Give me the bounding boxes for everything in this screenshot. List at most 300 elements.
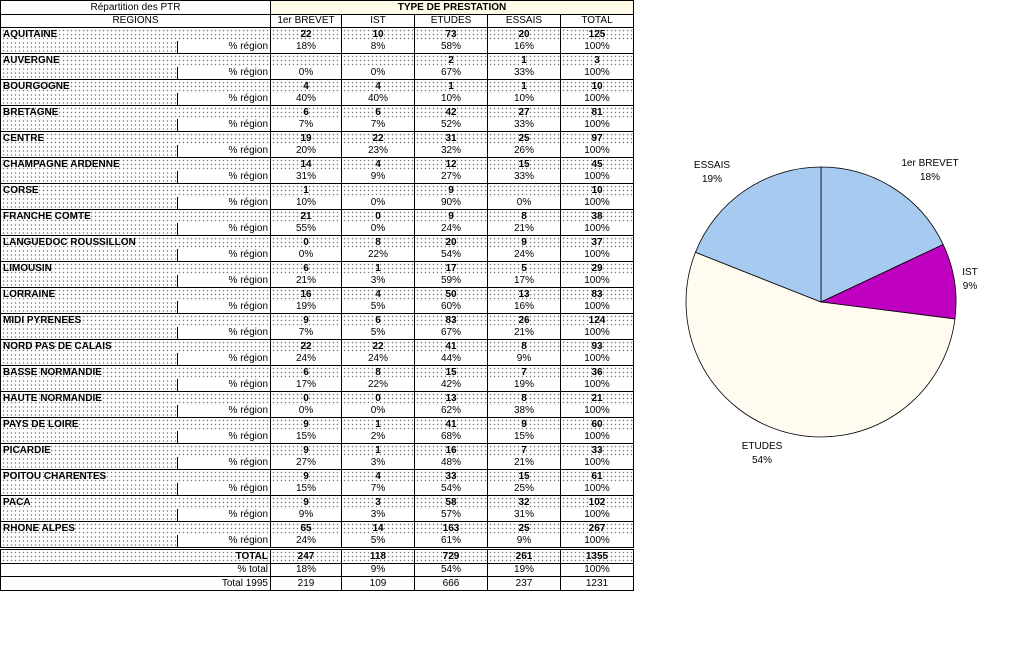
spacer-cell bbox=[1, 223, 178, 236]
region-value: 8 bbox=[488, 340, 561, 353]
region-value: 0 bbox=[342, 210, 415, 223]
region-pct: 5% bbox=[342, 301, 415, 314]
region-row bbox=[1, 236, 634, 249]
region-pct: 52% bbox=[415, 119, 488, 132]
pct-label: % région bbox=[178, 483, 271, 496]
region-value: 37 bbox=[561, 236, 634, 249]
region-pct: 19% bbox=[271, 301, 342, 314]
region-value: 5 bbox=[488, 262, 561, 275]
region-value: 1 bbox=[342, 444, 415, 457]
region-pct: 10% bbox=[415, 93, 488, 106]
spacer-cell bbox=[1, 483, 178, 496]
region-pct: 100% bbox=[561, 93, 634, 106]
pct-label: % région bbox=[178, 223, 271, 236]
region-pct: 44% bbox=[415, 353, 488, 366]
region-value: 41 bbox=[415, 340, 488, 353]
region-name: LIMOUSIN bbox=[1, 262, 271, 275]
pct-label: % région bbox=[178, 145, 271, 158]
region-pct: 24% bbox=[271, 353, 342, 366]
region-pct: 55% bbox=[271, 223, 342, 236]
region-pct: 17% bbox=[271, 379, 342, 392]
region-value: 8 bbox=[488, 210, 561, 223]
region-pct: 0% bbox=[488, 197, 561, 210]
region-pct: 0% bbox=[342, 405, 415, 418]
spacer-cell bbox=[1, 535, 178, 549]
pct-label: % région bbox=[178, 249, 271, 262]
pct-total-label: % total bbox=[1, 563, 271, 577]
pct-label: % région bbox=[178, 327, 271, 340]
region-pct: 33% bbox=[488, 67, 561, 80]
region-name: HAUTE NORMANDIE bbox=[1, 392, 271, 405]
region-pct-row bbox=[1, 483, 634, 496]
region-pct: 5% bbox=[342, 535, 415, 549]
region-name: LANGUEDOC ROUSSILLON bbox=[1, 236, 271, 249]
column-header: IST bbox=[342, 14, 415, 28]
region-value: 31 bbox=[415, 132, 488, 145]
region-name: CENTRE bbox=[1, 132, 271, 145]
region-value: 4 bbox=[271, 80, 342, 93]
region-pct: 100% bbox=[561, 457, 634, 470]
slice-label: 1er BREVET bbox=[901, 158, 959, 169]
region-value: 16 bbox=[271, 288, 342, 301]
region-value: 4 bbox=[342, 158, 415, 171]
region-name: BRETAGNE bbox=[1, 106, 271, 119]
region-value: 0 bbox=[271, 392, 342, 405]
slice-label: IST bbox=[962, 267, 978, 278]
region-pct: 17% bbox=[488, 275, 561, 288]
pie-chart bbox=[640, 140, 1000, 480]
region-pct: 22% bbox=[342, 249, 415, 262]
region-pct: 23% bbox=[342, 145, 415, 158]
region-value: 6 bbox=[271, 366, 342, 379]
region-pct: 100% bbox=[561, 67, 634, 80]
region-value: 20 bbox=[488, 28, 561, 41]
region-value: 81 bbox=[561, 106, 634, 119]
region-pct: 10% bbox=[488, 93, 561, 106]
region-pct: 100% bbox=[561, 353, 634, 366]
region-pct: 0% bbox=[342, 67, 415, 80]
pct-label: % région bbox=[178, 301, 271, 314]
region-row bbox=[1, 340, 634, 353]
region-value: 27 bbox=[488, 106, 561, 119]
region-pct: 100% bbox=[561, 197, 634, 210]
region-value: 65 bbox=[271, 522, 342, 535]
region-value: 17 bbox=[415, 262, 488, 275]
region-value: 1 bbox=[415, 80, 488, 93]
region-value: 32 bbox=[488, 496, 561, 509]
spacer-cell bbox=[1, 41, 178, 54]
region-pct: 40% bbox=[342, 93, 415, 106]
region-name: CHAMPAGNE ARDENNE bbox=[1, 158, 271, 171]
region-pct-row bbox=[1, 431, 634, 444]
spacer-cell bbox=[1, 249, 178, 262]
region-pct-row bbox=[1, 41, 634, 54]
region-pct: 7% bbox=[271, 119, 342, 132]
total-1995-value: 219 bbox=[271, 577, 342, 591]
region-pct: 33% bbox=[488, 171, 561, 184]
region-pct: 24% bbox=[488, 249, 561, 262]
total-1995-value: 666 bbox=[415, 577, 488, 591]
region-name: AUVERGNE bbox=[1, 54, 271, 67]
region-value: 22 bbox=[271, 28, 342, 41]
region-row bbox=[1, 210, 634, 223]
pct-label: % région bbox=[178, 119, 271, 132]
spacer-cell bbox=[1, 171, 178, 184]
region-value: 1 bbox=[342, 262, 415, 275]
region-pct: 48% bbox=[415, 457, 488, 470]
region-row bbox=[1, 418, 634, 431]
region-value: 25 bbox=[488, 132, 561, 145]
region-pct: 0% bbox=[342, 223, 415, 236]
region-pct-row bbox=[1, 223, 634, 236]
region-value bbox=[488, 184, 561, 197]
region-value: 6 bbox=[342, 106, 415, 119]
region-pct-row bbox=[1, 457, 634, 470]
region-pct: 100% bbox=[561, 119, 634, 132]
region-pct-row bbox=[1, 327, 634, 340]
region-pct: 2% bbox=[342, 431, 415, 444]
region-value: 9 bbox=[488, 418, 561, 431]
region-pct-row bbox=[1, 509, 634, 522]
region-row bbox=[1, 262, 634, 275]
region-pct: 16% bbox=[488, 41, 561, 54]
region-pct: 67% bbox=[415, 327, 488, 340]
region-row bbox=[1, 496, 634, 509]
region-value: 36 bbox=[561, 366, 634, 379]
spacer-cell bbox=[1, 275, 178, 288]
region-value: 2 bbox=[415, 54, 488, 67]
region-value: 60 bbox=[561, 418, 634, 431]
region-value: 1 bbox=[488, 80, 561, 93]
region-name: FRANCHE COMTE bbox=[1, 210, 271, 223]
region-value: 6 bbox=[342, 314, 415, 327]
region-value: 83 bbox=[561, 288, 634, 301]
region-pct: 32% bbox=[415, 145, 488, 158]
region-value: 10 bbox=[561, 80, 634, 93]
region-pct: 27% bbox=[271, 457, 342, 470]
region-value: 58 bbox=[415, 496, 488, 509]
region-value: 45 bbox=[561, 158, 634, 171]
region-pct: 16% bbox=[488, 301, 561, 314]
region-value: 4 bbox=[342, 288, 415, 301]
column-header: 1er BREVET bbox=[271, 14, 342, 28]
pct-total-value: 19% bbox=[488, 563, 561, 577]
region-value: 8 bbox=[342, 236, 415, 249]
region-pct: 38% bbox=[488, 405, 561, 418]
region-value: 33 bbox=[561, 444, 634, 457]
region-value: 9 bbox=[488, 236, 561, 249]
region-value: 26 bbox=[488, 314, 561, 327]
regions-header: REGIONS bbox=[1, 14, 271, 28]
region-name: NORD PAS DE CALAIS bbox=[1, 340, 271, 353]
pct-label: % région bbox=[178, 171, 271, 184]
region-row bbox=[1, 522, 634, 535]
region-value: 1 bbox=[271, 184, 342, 197]
total-1995-label: Total 1995 bbox=[1, 577, 271, 591]
pct-label: % région bbox=[178, 535, 271, 549]
total-value: 261 bbox=[488, 549, 561, 564]
spacer-cell bbox=[1, 509, 178, 522]
total-1995-value: 237 bbox=[488, 577, 561, 591]
total-row bbox=[1, 549, 634, 564]
region-pct: 31% bbox=[271, 171, 342, 184]
region-value: 3 bbox=[561, 54, 634, 67]
region-row bbox=[1, 28, 634, 41]
region-value: 21 bbox=[561, 392, 634, 405]
pct-label: % région bbox=[178, 197, 271, 210]
region-pct: 21% bbox=[271, 275, 342, 288]
region-pct: 9% bbox=[342, 171, 415, 184]
region-pct-row bbox=[1, 353, 634, 366]
total-1995-value: 109 bbox=[342, 577, 415, 591]
region-pct: 62% bbox=[415, 405, 488, 418]
region-pct: 42% bbox=[415, 379, 488, 392]
slice-percent-label: 19% bbox=[701, 174, 723, 185]
region-pct: 100% bbox=[561, 379, 634, 392]
region-value: 41 bbox=[415, 418, 488, 431]
region-value: 42 bbox=[415, 106, 488, 119]
total-value: 1355 bbox=[561, 549, 634, 564]
total-value: 247 bbox=[271, 549, 342, 564]
region-value: 1 bbox=[342, 418, 415, 431]
region-pct: 40% bbox=[271, 93, 342, 106]
region-value: 9 bbox=[415, 210, 488, 223]
region-pct: 59% bbox=[415, 275, 488, 288]
region-name: LORRAINE bbox=[1, 288, 271, 301]
region-pct: 25% bbox=[488, 483, 561, 496]
region-row bbox=[1, 158, 634, 171]
total-value: 729 bbox=[415, 549, 488, 564]
pct-total-row bbox=[1, 563, 634, 577]
region-value bbox=[342, 184, 415, 197]
region-pct: 0% bbox=[342, 197, 415, 210]
region-value: 83 bbox=[415, 314, 488, 327]
region-pct: 20% bbox=[271, 145, 342, 158]
region-pct-row bbox=[1, 197, 634, 210]
region-pct-row bbox=[1, 301, 634, 314]
pct-label: % région bbox=[178, 405, 271, 418]
region-value: 9 bbox=[271, 496, 342, 509]
region-pct-row bbox=[1, 119, 634, 132]
region-value: 102 bbox=[561, 496, 634, 509]
region-name: MIDI PYRENEES bbox=[1, 314, 271, 327]
region-pct: 9% bbox=[271, 509, 342, 522]
region-pct: 24% bbox=[415, 223, 488, 236]
region-name: RHONE ALPES bbox=[1, 522, 271, 535]
region-value: 97 bbox=[561, 132, 634, 145]
region-pct: 100% bbox=[561, 223, 634, 236]
region-pct: 54% bbox=[415, 483, 488, 496]
region-value: 33 bbox=[415, 470, 488, 483]
spacer-cell bbox=[1, 301, 178, 314]
region-value: 125 bbox=[561, 28, 634, 41]
region-value: 4 bbox=[342, 80, 415, 93]
region-value: 0 bbox=[342, 392, 415, 405]
pct-label: % région bbox=[178, 93, 271, 106]
region-value: 10 bbox=[561, 184, 634, 197]
region-pct: 100% bbox=[561, 327, 634, 340]
region-pct: 3% bbox=[342, 509, 415, 522]
region-pct: 24% bbox=[271, 535, 342, 549]
region-value: 25 bbox=[488, 522, 561, 535]
region-pct: 100% bbox=[561, 249, 634, 262]
region-value: 13 bbox=[415, 392, 488, 405]
region-pct: 8% bbox=[342, 41, 415, 54]
header-row-2 bbox=[1, 14, 634, 28]
region-value: 12 bbox=[415, 158, 488, 171]
region-row bbox=[1, 184, 634, 197]
region-row bbox=[1, 106, 634, 119]
region-pct: 0% bbox=[271, 67, 342, 80]
region-pct: 18% bbox=[271, 41, 342, 54]
region-value: 1 bbox=[488, 54, 561, 67]
region-pct: 19% bbox=[488, 379, 561, 392]
region-value: 38 bbox=[561, 210, 634, 223]
region-value: 9 bbox=[271, 314, 342, 327]
total-1995-row bbox=[1, 577, 634, 591]
spacer-cell bbox=[1, 327, 178, 340]
pct-label: % région bbox=[178, 275, 271, 288]
region-value: 7 bbox=[488, 366, 561, 379]
region-value: 50 bbox=[415, 288, 488, 301]
region-pct: 33% bbox=[488, 119, 561, 132]
region-pct: 68% bbox=[415, 431, 488, 444]
region-value bbox=[271, 54, 342, 67]
region-value: 73 bbox=[415, 28, 488, 41]
region-row bbox=[1, 392, 634, 405]
region-pct: 100% bbox=[561, 483, 634, 496]
region-value: 22 bbox=[342, 132, 415, 145]
region-pct: 15% bbox=[271, 483, 342, 496]
column-header: ETUDES bbox=[415, 14, 488, 28]
region-value: 15 bbox=[488, 158, 561, 171]
region-value: 3 bbox=[342, 496, 415, 509]
region-pct: 21% bbox=[488, 223, 561, 236]
region-pct: 90% bbox=[415, 197, 488, 210]
spacer-cell bbox=[1, 93, 178, 106]
region-pct: 31% bbox=[488, 509, 561, 522]
pct-label: % région bbox=[178, 431, 271, 444]
region-pct: 3% bbox=[342, 275, 415, 288]
region-row bbox=[1, 132, 634, 145]
pct-label: % région bbox=[178, 41, 271, 54]
region-value: 61 bbox=[561, 470, 634, 483]
region-value: 163 bbox=[415, 522, 488, 535]
region-value: 22 bbox=[342, 340, 415, 353]
region-value: 14 bbox=[342, 522, 415, 535]
region-value: 0 bbox=[271, 236, 342, 249]
region-name: CORSE bbox=[1, 184, 271, 197]
region-pct: 21% bbox=[488, 327, 561, 340]
slice-percent-label: 54% bbox=[751, 455, 773, 466]
region-pct-row bbox=[1, 275, 634, 288]
region-pct: 0% bbox=[271, 249, 342, 262]
region-value: 10 bbox=[342, 28, 415, 41]
region-row bbox=[1, 80, 634, 93]
region-value: 9 bbox=[271, 444, 342, 457]
region-pct-row bbox=[1, 249, 634, 262]
spacer-cell bbox=[1, 353, 178, 366]
region-pct-row bbox=[1, 405, 634, 418]
region-value: 9 bbox=[271, 470, 342, 483]
slice-percent-label: 9% bbox=[962, 281, 978, 292]
region-pct: 100% bbox=[561, 275, 634, 288]
region-value: 93 bbox=[561, 340, 634, 353]
region-pct: 3% bbox=[342, 457, 415, 470]
region-pct: 100% bbox=[561, 431, 634, 444]
region-name: PAYS DE LOIRE bbox=[1, 418, 271, 431]
pct-total-value: 100% bbox=[561, 563, 634, 577]
region-value: 8 bbox=[488, 392, 561, 405]
region-row bbox=[1, 366, 634, 379]
region-pct: 7% bbox=[342, 483, 415, 496]
region-value: 4 bbox=[342, 470, 415, 483]
region-pct-row bbox=[1, 145, 634, 158]
region-row bbox=[1, 314, 634, 327]
spacer-cell bbox=[1, 379, 178, 392]
region-pct: 21% bbox=[488, 457, 561, 470]
spacer-cell bbox=[1, 145, 178, 158]
region-name: PICARDIE bbox=[1, 444, 271, 457]
region-value: 9 bbox=[271, 418, 342, 431]
region-pct-row bbox=[1, 535, 634, 549]
region-pct: 57% bbox=[415, 509, 488, 522]
slice-label: ETUDES bbox=[741, 441, 783, 452]
region-value: 14 bbox=[271, 158, 342, 171]
region-pct: 58% bbox=[415, 41, 488, 54]
region-pct: 22% bbox=[342, 379, 415, 392]
region-name: BASSE NORMANDIE bbox=[1, 366, 271, 379]
region-pct: 9% bbox=[488, 535, 561, 549]
region-pct: 100% bbox=[561, 535, 634, 549]
spacer-cell bbox=[1, 119, 178, 132]
region-pct-row bbox=[1, 379, 634, 392]
region-pct: 9% bbox=[488, 353, 561, 366]
region-pct: 100% bbox=[561, 145, 634, 158]
region-pct: 15% bbox=[271, 431, 342, 444]
region-name: AQUITAINE bbox=[1, 28, 271, 41]
region-pct: 10% bbox=[271, 197, 342, 210]
region-pct: 7% bbox=[342, 119, 415, 132]
region-pct: 0% bbox=[271, 405, 342, 418]
region-pct: 100% bbox=[561, 171, 634, 184]
total-value: 118 bbox=[342, 549, 415, 564]
region-value: 124 bbox=[561, 314, 634, 327]
region-name: BOURGOGNE bbox=[1, 80, 271, 93]
region-pct: 100% bbox=[561, 405, 634, 418]
pct-total-value: 54% bbox=[415, 563, 488, 577]
region-value: 8 bbox=[342, 366, 415, 379]
region-pct: 67% bbox=[415, 67, 488, 80]
region-value: 6 bbox=[271, 262, 342, 275]
pct-label: % région bbox=[178, 67, 271, 80]
region-value: 15 bbox=[488, 470, 561, 483]
total-1995-value: 1231 bbox=[561, 577, 634, 591]
region-pct: 100% bbox=[561, 301, 634, 314]
spacer-cell bbox=[1, 197, 178, 210]
region-value: 22 bbox=[271, 340, 342, 353]
region-value: 15 bbox=[415, 366, 488, 379]
region-value: 21 bbox=[271, 210, 342, 223]
pct-label: % région bbox=[178, 353, 271, 366]
total-label: TOTAL bbox=[1, 549, 271, 564]
group-header: TYPE DE PRESTATION bbox=[271, 1, 634, 15]
column-header: TOTAL bbox=[561, 14, 634, 28]
pct-label: % région bbox=[178, 457, 271, 470]
region-pct: 7% bbox=[271, 327, 342, 340]
pct-total-value: 9% bbox=[342, 563, 415, 577]
region-row bbox=[1, 444, 634, 457]
